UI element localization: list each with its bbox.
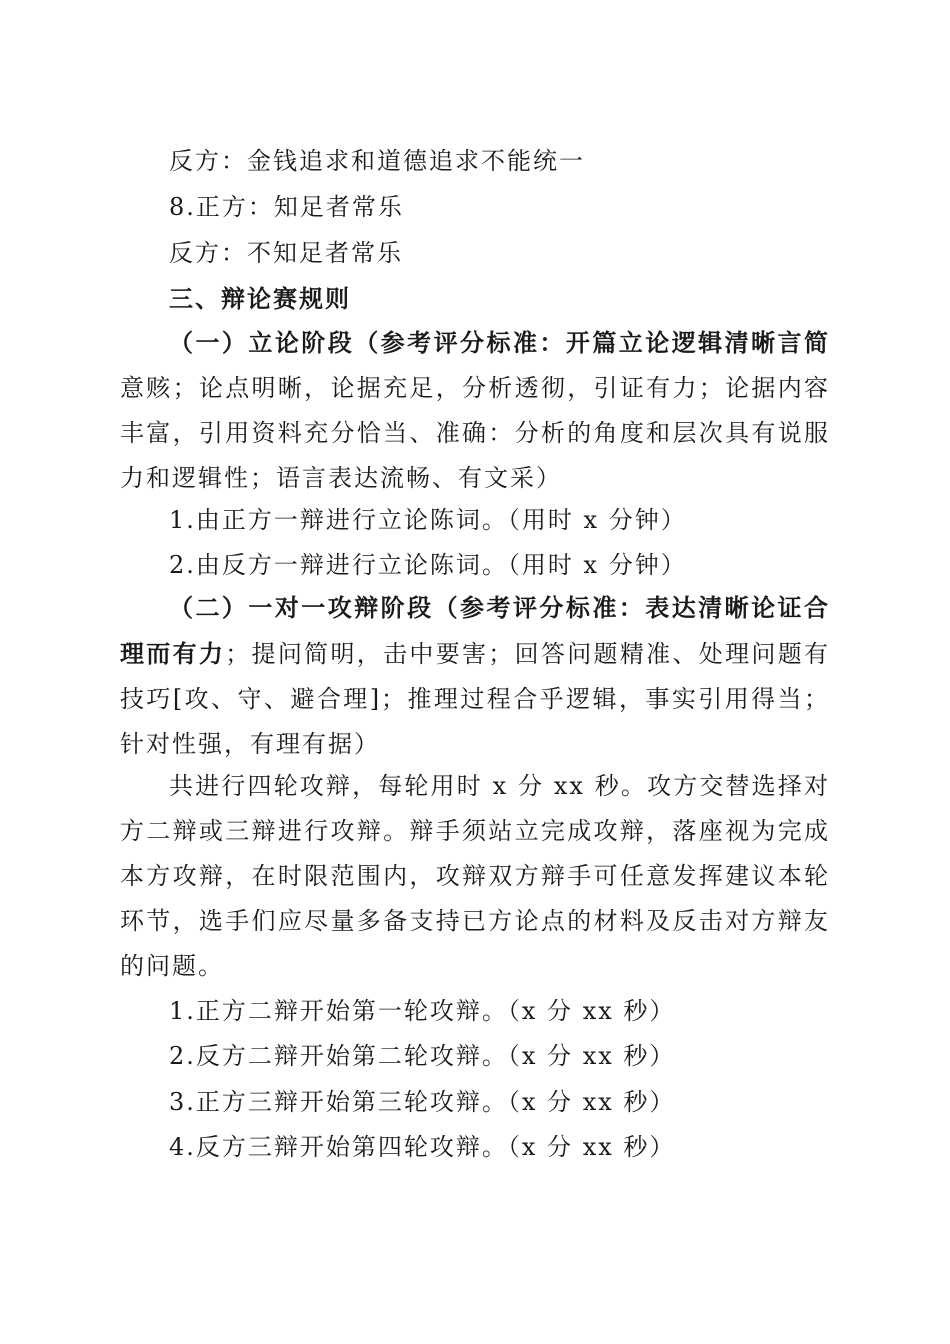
text-line-opposition-8: 反方：不知足者常乐 [169,239,403,267]
stage1-item-2: 2.由反方一辩进行立论陈词。（用时 x 分钟） [169,551,687,579]
stage2-title: （二）一对一攻辩阶段（参考评分标准：表达清晰论证合理而有力 [120,593,830,668]
stage2-item-1: 1.正方二辩开始第一轮攻辩。（x 分 xx 秒） [169,997,676,1025]
text-line-proposition-8: 8.正方：知足者常乐 [169,193,404,221]
stage2-item-2: 2.反方二辩开始第二轮攻辩。（x 分 xx 秒） [169,1042,676,1070]
stage2-description: 共进行四轮攻辩，每轮用时 x 分 xx 秒。攻方交替选择对方二辩或三辩进行攻辩。辩手须站立完成攻辩，落座视为完成本方攻辩，在时限范围内，攻辩双方辩手可任意发挥建议本轮环节，选手们应尽量多备支持已方论点的材料及反击对方辩友的问题。 [120,772,830,980]
stage1-criteria: 意赅；论点明晰，论据充足，分析透彻，引证有力；论据内容丰富，引用资料充分恰当、准确：分析的角度和层次具有说服力和逻辑性；语言表达流畅、有文采） [120,374,830,492]
text-line-opposition-7: 反方：金钱追求和道德追求不能统一 [169,147,585,175]
stage2-item-4: 4.反方三辩开始第四轮攻辩。（x 分 xx 秒） [169,1133,676,1161]
section-heading: 三、辩论赛规则 [169,284,351,313]
stage2-paragraph [120,585,830,767]
stage2-criteria: ；提问简明，击中要害；回答问题精准、处理问题有技巧[攻、守、避合理]；推理过程合乎逻辑，事实引用得当；针对性强，有理有据） [120,640,831,758]
stage2-item-3: 3.正方三辩开始第三轮攻辩。（x 分 xx 秒） [169,1088,676,1116]
stage1-paragraph [120,320,830,501]
stage1-item-1: 1.由正方一辩进行立论陈词。（用时 x 分钟） [169,506,687,534]
stage1-title: （一）立论阶段（参考评分标准：开篇立论逻辑清晰言简 [169,328,830,357]
